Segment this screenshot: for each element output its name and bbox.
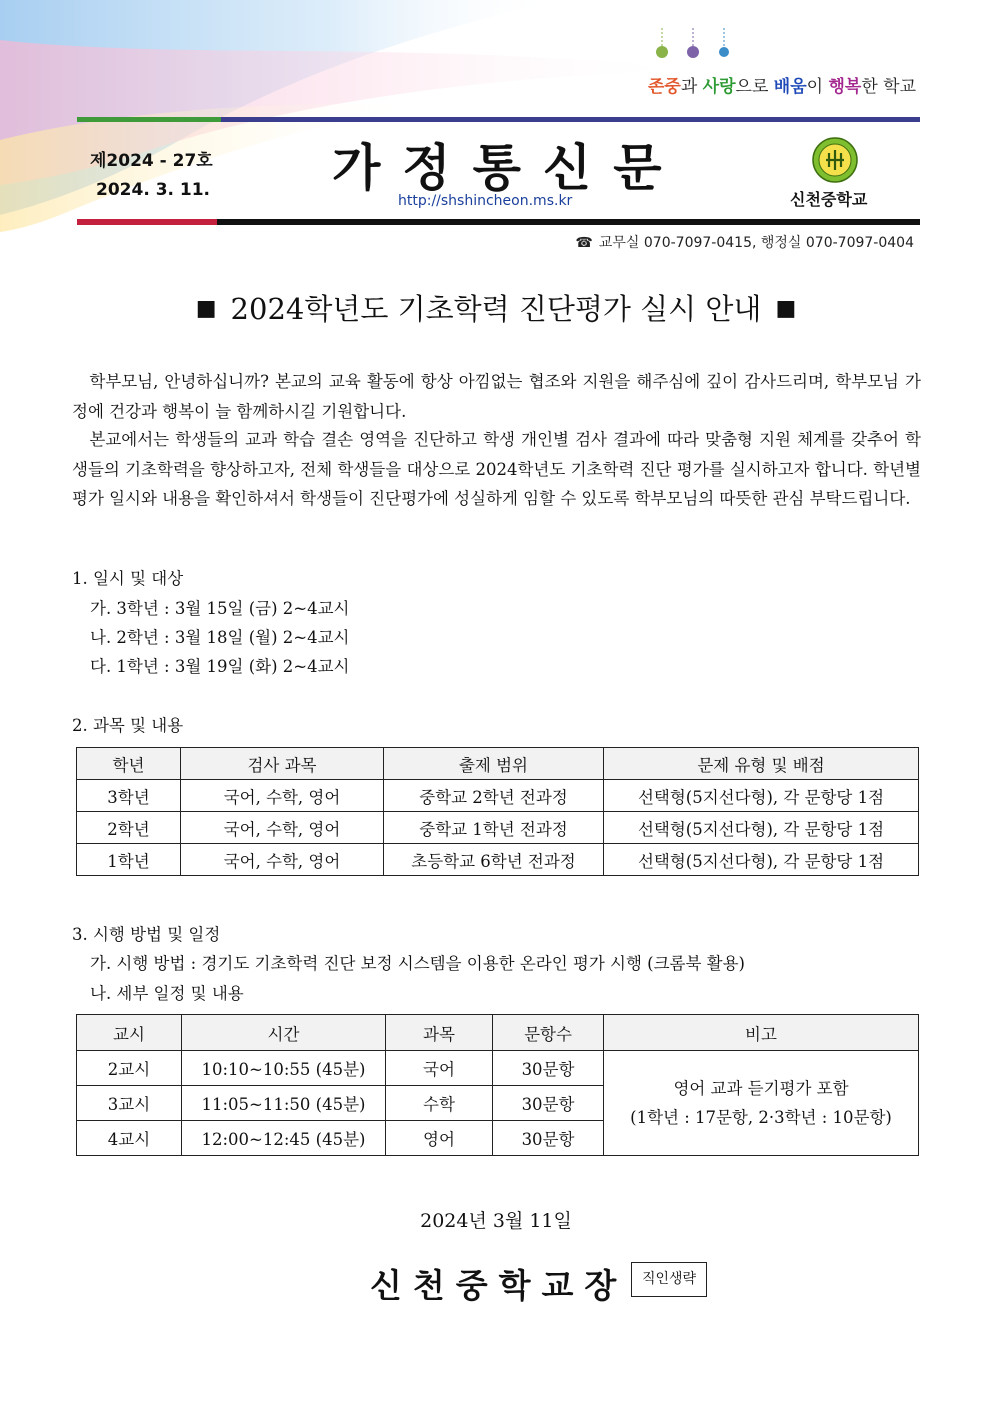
table-cell: 30문항	[493, 1121, 604, 1156]
table-header-cell: 시간	[182, 1015, 386, 1051]
motto-text: 으로	[735, 77, 774, 97]
table-header-cell: 교시	[77, 1015, 182, 1051]
greeting-paragraph	[72, 367, 921, 426]
table-header-cell: 비고	[604, 1015, 919, 1051]
notice-title	[0, 287, 992, 328]
table-cell: 12:00~12:45 (45분)	[182, 1121, 386, 1156]
principal-signature: 신천중학교장	[370, 1266, 628, 1305]
motto-text: 한 학교	[861, 77, 916, 97]
table-cell: 중학교 2학년 전과정	[384, 780, 604, 812]
purpose-paragraph	[72, 425, 921, 514]
table-header-cell: 학년	[77, 748, 181, 780]
table-row	[77, 780, 919, 812]
table-cell: 30문항	[493, 1086, 604, 1121]
bullet-square-icon: ■	[195, 296, 217, 321]
table-cell: 선택형(5지선다형), 각 문항당 1점	[604, 780, 919, 812]
table-header-row	[77, 1015, 919, 1051]
table-cell: 초등학교 6학년 전과정	[384, 844, 604, 876]
period-schedule-table	[76, 1014, 919, 1156]
table-cell: 국어, 수학, 영어	[181, 780, 384, 812]
school-motto	[648, 72, 916, 97]
table-cell: 수학	[386, 1086, 493, 1121]
table-cell: 국어	[386, 1051, 493, 1086]
header-bottom-rule	[77, 219, 920, 225]
table-cell: 국어, 수학, 영어	[181, 844, 384, 876]
bullet-square-icon: ■	[775, 296, 797, 321]
table-cell: 영어	[386, 1121, 493, 1156]
table-row	[77, 844, 919, 876]
section-2-heading: 2. 과목 및 내용	[72, 716, 184, 735]
table-cell: 3학년	[77, 780, 181, 812]
motto-word-happiness: 행복	[828, 77, 862, 97]
section-3-heading: 3. 시행 방법 및 일정	[72, 925, 221, 944]
notice-title-text: 2024학년도 기초학력 진단평가 실시 안내	[230, 292, 762, 326]
table-cell: 중학교 1학년 전과정	[384, 812, 604, 844]
table-row	[77, 1051, 919, 1086]
newsletter-title: 가정통신문	[332, 139, 684, 197]
table-cell: 선택형(5지선다형), 각 문항당 1점	[604, 812, 919, 844]
motto-word-love: 사랑	[702, 77, 736, 97]
table-cell: 4교시	[77, 1121, 182, 1156]
table-header-row	[77, 748, 919, 780]
table-header-cell: 출제 범위	[384, 748, 604, 780]
decorative-dots-icon	[648, 28, 738, 64]
seal-omitted-box: 직인생략	[631, 1262, 707, 1297]
motto-word-learning: 배움	[773, 77, 807, 97]
table-cell: 2교시	[77, 1051, 182, 1086]
schedule-item-grade3: 가. 3학년 : 3월 15일 (금) 2~4교시	[90, 599, 350, 618]
table-cell: 선택형(5지선다형), 각 문항당 1점	[604, 844, 919, 876]
table-cell: 국어, 수학, 영어	[181, 812, 384, 844]
phone-icon: ☎	[575, 235, 593, 251]
method-item: 가. 시행 방법 : 경기도 기초학력 진단 보정 시스템을 이용한 온라인 평가 시행 (크롬북 활용)	[90, 954, 745, 973]
issue-date: 2024. 3. 11.	[96, 180, 211, 200]
subjects-table	[76, 747, 919, 876]
school-logo	[812, 137, 858, 183]
table-header-cell: 문항수	[493, 1015, 604, 1051]
school-name: 신천중학교	[790, 190, 868, 209]
table-header-cell: 문제 유형 및 배점	[604, 748, 919, 780]
schedule-item-grade1: 다. 1학년 : 3월 19일 (화) 2~4교시	[90, 657, 350, 676]
schedule-item-grade2: 나. 2학년 : 3월 18일 (월) 2~4교시	[90, 628, 350, 647]
remarks-cell	[604, 1051, 919, 1156]
remarks-line: (1학년 : 17문항, 2·3학년 : 10문항)	[630, 1108, 892, 1127]
purpose-text: 본교에서는 학생들의 교과 학습 결손 영역을 진단하고 학생 개인별 검사 결과에 따라 맞춤형 지원 체계를 갖추어 학생들의 기초학력을 향상하고자, 전체 학생들을 대상으로 2024학년도 기초학력 진단 평가를 실시하고자 합니다. 학년별 평가 일시와 내용을 확인하셔서 학생들이 진단평가에 성실하게 임할 수 있도록 학부모님의 따뜻한 관심 부탁드립니다.	[72, 430, 921, 508]
contact-phone	[575, 232, 914, 252]
issue-date-footer: 2024년 3월 11일	[420, 1210, 572, 1232]
school-url-link[interactable]: http://shshincheon.ms.kr	[398, 193, 573, 209]
table-cell: 11:05~11:50 (45분)	[182, 1086, 386, 1121]
motto-word-respect: 존중	[647, 77, 681, 97]
header-top-rule	[77, 117, 920, 122]
greeting-text: 학부모님, 안녕하십니까? 본교의 교육 활동에 항상 아낌없는 협조와 지원을 해주심에 깊이 감사드리며, 학부모님 가정에 건강과 행복이 늘 함께하시길 기원합니다.	[72, 372, 921, 421]
motto-text: 과	[680, 77, 703, 97]
phone-numbers: 교무실 070-7097-0415, 행정실 070-7097-0404	[598, 235, 914, 251]
detail-schedule-item: 나. 세부 일정 및 내용	[90, 984, 244, 1003]
issue-number: 제2024 - 27호	[90, 151, 213, 171]
table-cell: 3교시	[77, 1086, 182, 1121]
table-header-cell: 과목	[386, 1015, 493, 1051]
table-row	[77, 812, 919, 844]
motto-text: 이	[806, 77, 829, 97]
table-cell: 30문항	[493, 1051, 604, 1086]
table-cell: 10:10~10:55 (45분)	[182, 1051, 386, 1086]
table-cell: 1학년	[77, 844, 181, 876]
table-cell: 2학년	[77, 812, 181, 844]
remarks-line: 영어 교과 듣기평가 포함	[673, 1079, 849, 1098]
table-header-cell: 검사 과목	[181, 748, 384, 780]
section-1-heading: 1. 일시 및 대상	[72, 569, 184, 588]
